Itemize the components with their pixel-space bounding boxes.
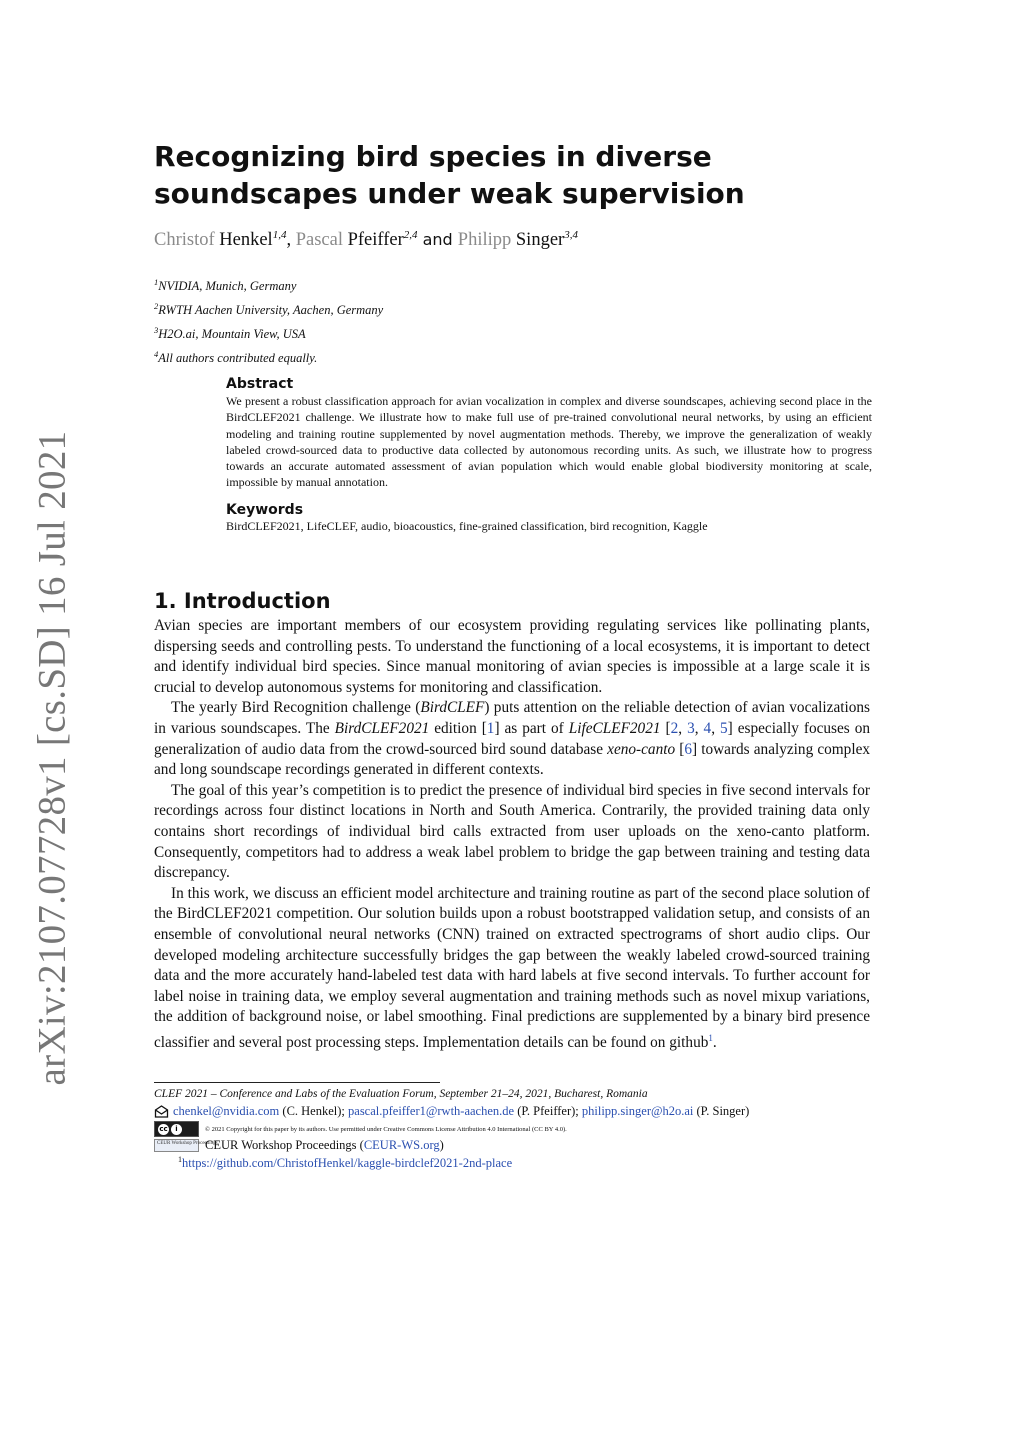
citation-link[interactable]: 3 (687, 719, 695, 737)
footnote-marker[interactable]: 1 (708, 1032, 713, 1043)
citation-link[interactable]: 5 (720, 719, 728, 737)
ceur-link[interactable]: CEUR-WS.org (363, 1138, 440, 1152)
email-link-pfeiffer[interactable]: pascal.pfeiffer1@rwth-aachen.de (348, 1104, 515, 1118)
section-heading-introduction: 1. Introduction (154, 589, 331, 614)
github-footnote: $^1$https://github.com/ChristofHenkel/kaggle-birdclef2021-2nd-place (178, 1155, 513, 1171)
author-1: Christof Henkel$^{1,4}$ (154, 229, 287, 251)
ceur-note: CEUR Workshop Proceedings CEUR Workshop Proceedings (CEUR-WS.org) (154, 1138, 444, 1153)
author-3: Philipp Singer$^{3,4}$ (457, 229, 578, 251)
affiliation-1: $^1$NVIDIA, Munich, Germany (154, 277, 297, 294)
keywords-text: BirdCLEF2021, LifeCLEF, audio, bioacoustics, fine-grained classification, bird recognition, Kaggle (226, 519, 708, 533)
email-link-singer[interactable]: philipp.singer@h2o.ai (581, 1104, 694, 1118)
author-emails: chenkel@nvidia.com (C. Henkel); pascal.pfeiffer1@rwth-aachen.de (P. Pfeiffer); philipp.singer@h2o.ai (P. Singer) (154, 1104, 749, 1119)
affiliation-2: $^2$RWTH Aachen University, Aachen, Germany (154, 301, 384, 318)
paper-title: Recognizing bird species in diverse soundscapes under weak supervision (154, 140, 745, 210)
abstract-heading: Abstract (226, 376, 294, 392)
arxiv-stamp: arXiv:2107.07728v1 [cs.SD] 16 Jul 2021 (30, 430, 74, 1086)
intro-paragraph-4: In this work, we discuss an efficient model architecture and training routine as part of the second place solution of the BirdCLEF2021 competition. Our solution builds upon a robust bootstrapped validation setup, and consists of an ensemble of convolutional neural networks (CNN) trained on extracted spectrograms of short audio clips. Our developed modeling architecture successfully bridges the gap between the weakly labeled crowd-sourced training data and the more accurately hand-labeled test data with hard labels at five second intervals. To further account for label noise in training data, we employ several augmentation and training methods such as novel mixup variations, the addition of background noise, or label smoothing. Final predictions are supplemented by a binary bird presence classifier and several post processing steps. Implementation details can be found on github$^1$. (154, 884, 870, 1051)
github-link[interactable]: https://github.com/ChristofHenkel/kaggle-birdclef2021-2nd-place (182, 1156, 513, 1171)
cc-by-badge-icon (154, 1121, 199, 1137)
abstract-text: We present a robust classification approach for avian vocalization in complex and diverse soundscapes, achieving second place in the BirdCLEF2021 challenge. We illustrate how to make full use of pre-trained convolutional neural networks, by using an efficient modeling and training routine supplemented by novel augmentation methods. Thereby, we improve the generalization of weakly labeled crowd-sourced data to productive data collected by autonomous recording units. As such, we illustrate how to progress towards an accurate automated assessment of avian population which would enable global biodiversity monitoring at scale, impossible by manual annotation. (226, 394, 872, 490)
affiliation-3: $^3$H2O.ai, Mountain View, USA (154, 325, 306, 342)
author-2: Pascal Pfeiffer$^{2,4}$ (295, 229, 418, 251)
citation-link[interactable]: 2 (670, 719, 679, 737)
intro-paragraph-1: Avian species are important members of our ecosystem providing regulating services like pollinating plants, dispersing seeds and controlling pests. To understand the functioning of a local ecosystems, it is important to detect and identify individual bird species. Since manual monitoring of avian species is impossible at a large scale it is crucial to develop autonomous systems for monitoring and classification. (154, 617, 870, 696)
license-note (154, 1121, 567, 1137)
conference-note: CLEF 2021 – Conference and Labs of the Evaluation Forum, September 21–24, 2021, Bucharest, Romania (154, 1088, 648, 1100)
affiliation-4: $^4$All authors contributed equally. (154, 349, 318, 366)
intro-paragraph-2: The yearly Bird Recognition challenge (BirdCLEF) puts attention on the reliable detection of avian vocalizations in various soundscapes. The BirdCLEF2021 edition [1] as part of LifeCLEF2021 [2, 3, 4, 5] especially focuses on generalization of audio data from the crowd-sourced bird sound database xeno-canto [6] towards analyzing complex and long soundscape recordings generated in different contexts. (154, 699, 871, 779)
copyright-text: © 2021 Copyright for this paper by its authors. Use permitted under Creative Commons License Attribution 4.0 International (CC BY 4.0). (205, 1125, 567, 1133)
citation-link[interactable]: 1 (486, 719, 495, 737)
citation-link[interactable]: 6 (684, 740, 692, 758)
abstract (226, 375, 872, 491)
affiliations (154, 272, 383, 369)
attribution-icon: i (171, 1124, 182, 1135)
email-link-henkel[interactable]: chenkel@nvidia.com (173, 1104, 280, 1118)
envelope-icon (154, 1105, 169, 1118)
ceur-logo-icon: CEUR Workshop Proceedings (154, 1139, 199, 1152)
author-list: Christof Henkel$^{1,4}$, Pascal Pfeiffer$^{2,4}$ and Philipp Singer$^{3,4}$ (154, 229, 578, 251)
introduction-body (154, 616, 870, 1054)
footnote-rule (154, 1082, 440, 1083)
intro-paragraph-3: The goal of this year’s competition is to predict the presence of individual bird species in five second intervals for recordings across four distinct locations in North and South America. Contrarily, the provided training data only contains short recordings of individual bird calls extracted from user uploads on the xeno-canto platform. Consequently, competitors had to address a weak label problem to bridge the gap between training and testing data discrepancy. (154, 781, 870, 882)
cc-icon: cc (159, 1124, 168, 1133)
citation-link[interactable]: 4 (703, 719, 712, 737)
keywords-heading: Keywords (226, 502, 304, 518)
